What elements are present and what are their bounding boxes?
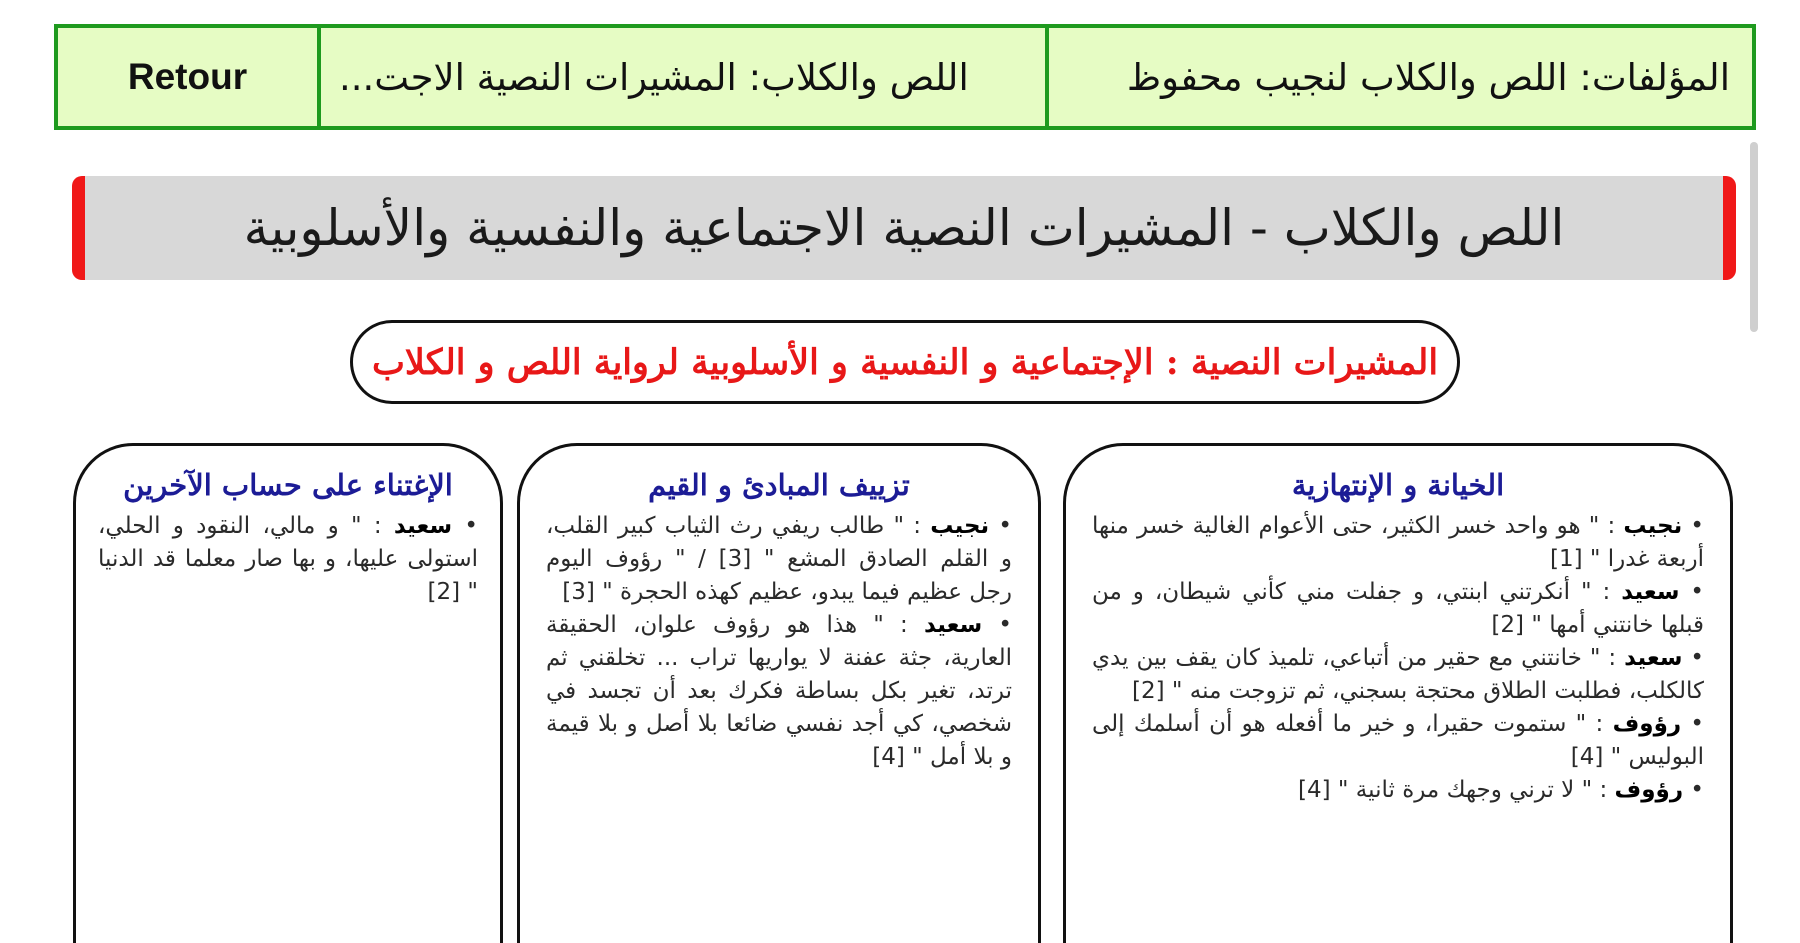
page-title: اللص والكلاب - المشيرات النصية الاجتماعية والنفسية والأسلوبية xyxy=(72,176,1736,280)
list-item xyxy=(98,510,478,609)
quote-text: : " و مالي، النقود و الحلي، استولى عليها، و بها صار معلما قد الدنيا " [2] xyxy=(98,513,478,605)
list-item xyxy=(1092,576,1704,642)
quote-text: : " هو واحد خسر الكثير، حتى الأعوام الغالية خسر منها أربعة غدرا " [1] xyxy=(1092,513,1704,572)
list-item xyxy=(1092,642,1704,708)
list-item xyxy=(1092,510,1704,576)
quote-text: : " ستموت حقيرا، و خير ما أفعله هو أن أسلمك إلى البوليس " [4] xyxy=(1092,711,1704,770)
card-title: الخيانة و الإنتهازية xyxy=(1291,468,1505,502)
top-nav-bar xyxy=(54,24,1756,130)
retour-button[interactable]: Retour xyxy=(127,56,248,97)
card-enrichment-at-others-expense xyxy=(73,443,503,943)
breadcrumb-works-title[interactable]: المؤلفات: اللص والكلاب لنجيب محفوظ xyxy=(1045,28,1752,126)
list-item xyxy=(546,510,1012,609)
speaker-name: سعيد xyxy=(393,513,453,539)
speaker-name: نجيب xyxy=(1623,513,1683,539)
quote-list xyxy=(520,510,1038,774)
speaker-name: رؤوف xyxy=(1614,777,1684,803)
list-item xyxy=(546,609,1012,774)
quote-list xyxy=(1066,510,1730,807)
quote-text: : " لا ترني وجهك مرة ثانية " [4] xyxy=(1298,777,1615,803)
card-falsified-values xyxy=(517,443,1041,943)
speaker-name: سعيد xyxy=(923,612,983,638)
speaker-name: رؤوف xyxy=(1612,711,1682,737)
quote-text: : " هذا هو رؤوف علوان، الحقيقة العارية، جثة عفنة لا يواريها تراب ... تخلقني ثم ترتد، تغير بكل بساطة فكرك بعد أن تجسد في شخصي، كي أجد نفسي ضائعا بلا أصل و بلا قيمة و بلا أمل " [4] xyxy=(546,612,1012,770)
section-subtitle: المشيرات النصية : الإجتماعية و النفسية و الأسلوبية لرواية اللص و الكلاب xyxy=(350,320,1460,404)
card-title: تزييف المبادئ و القيم xyxy=(648,468,910,502)
speaker-name: نجيب xyxy=(930,513,990,539)
speaker-name: سعيد xyxy=(1621,579,1680,605)
quote-text: : " طالب ريفي رث الثياب كبير القلب، و القلم الصادق المشع " [3] / " رؤوف اليوم رجل عظيم فيما يبدو، عظيم كهذه الحجرة " [3] xyxy=(546,513,1013,605)
card-title: الإغتناء على حساب الآخرين xyxy=(123,468,453,502)
card-betrayal-opportunism xyxy=(1063,443,1733,943)
speaker-name: سعيد xyxy=(1624,645,1683,671)
breadcrumb-current-page[interactable]: اللص والكلاب: المشيرات النصية الاجت... xyxy=(317,28,1045,126)
list-item xyxy=(1092,708,1704,774)
quote-text: : " أنكرتني ابنتي، و جفلت مني كأني شيطان، و من قبلها خانتني أمها " [2] xyxy=(1092,579,1704,638)
quote-list xyxy=(76,510,500,609)
quote-text: : " خانتني مع حقير من أتباعي، تلميذ كان يقف بين يدي كالكلب، فطلبت الطلاق محتجة بسجني، ثم تزوجت منه " [2] xyxy=(1092,645,1704,704)
scrollbar[interactable] xyxy=(1750,142,1758,332)
list-item xyxy=(1092,774,1704,807)
